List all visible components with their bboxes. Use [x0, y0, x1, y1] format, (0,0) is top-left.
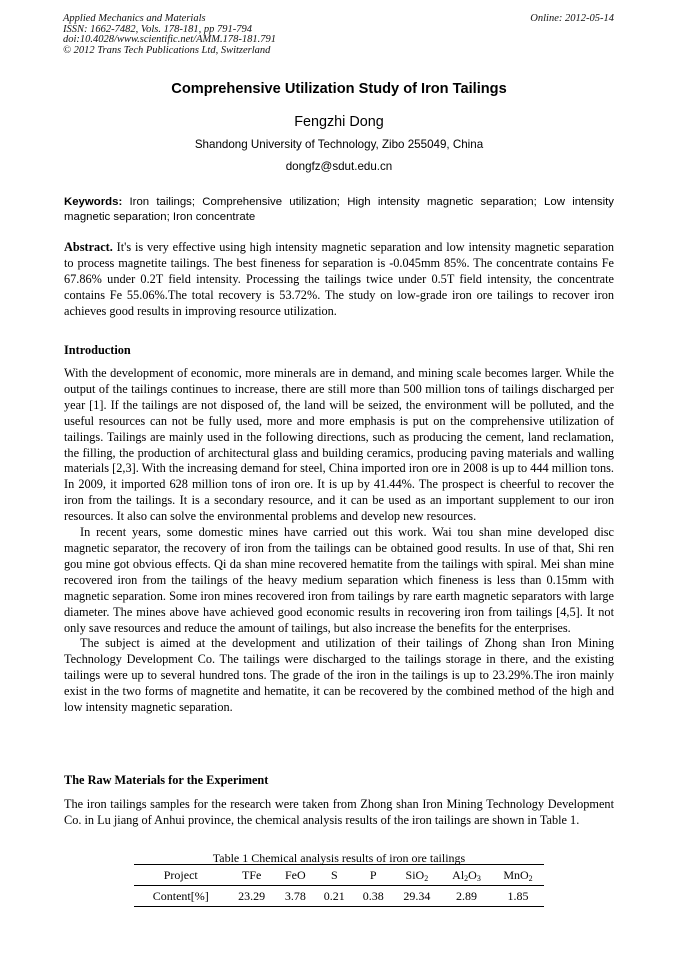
section-heading-introduction: Introduction — [64, 343, 131, 357]
abstract — [64, 240, 614, 320]
copyright-line: © 2012 Trans Tech Publications Ltd, Switzerland — [63, 44, 271, 56]
author-email[interactable]: dongfz@sdut.edu.cn — [285, 160, 393, 173]
col-header-s: S — [330, 867, 338, 882]
section-heading-raw-materials: The Raw Materials for the Experiment — [64, 773, 269, 787]
row-label: Content[%] — [152, 888, 209, 903]
keywords-label: Keywords: — [64, 196, 123, 208]
table-cell: 29.34 — [403, 888, 431, 903]
issn-line: ISSN: 1662-7482, Vols. 178-181, pp 791-794 — [63, 23, 252, 35]
col-header-feo: FeO — [284, 867, 306, 882]
introduction-paragraph: The subject is aimed at the development and utilization of their tailings of Zhong shan Iron Mining Technology Development Co. The tailings were discharged to the tailings storage in there, and the existing tailings were up to several hundred tons. The grade of the iron in the tailings is up to 23.29%.The iron mainly exist in the two forms of magnetite and hematite, it can be recovered by the combined method of the high and low intensity magnetic separation. — [64, 636, 614, 715]
author-affiliation: Shandong University of Technology, Zibo 255049, China — [194, 138, 484, 151]
keywords-text: Iron tailings; Comprehensive utilization; High intensity magnetic separation; Low intensity magnetic separation; Iron concentrate — [64, 196, 614, 223]
paper-title: Comprehensive Utilization Study of Iron Tailings — [171, 81, 507, 97]
table-caption: Table 1 Chemical analysis results of iron ore tailings — [212, 851, 466, 865]
col-header-project: Project — [163, 867, 198, 882]
table-cell: 0.21 — [323, 888, 345, 903]
table-cell: 3.78 — [284, 888, 306, 903]
abstract-text: It's is very effective using high intensity magnetic separation and low intensity magnetic separation to process magnetite tailings. The best fineness for separation is -0.045mm 85%. The concentrate contains Fe 67.86% under 0.2T field intensity. Processing the tailings twice under 0.5T field intensity, the concentrate contains Fe 55.06%.The total recovery is 53.72%. The study on low-grade iron ore tailings to recover iron achieves good results in improving resource utilization. — [64, 240, 615, 318]
table-cell: 1.85 — [507, 888, 529, 903]
raw-materials-paragraph: The iron tailings samples for the research were taken from Zhong shan Iron Mining Technology Development Co. in Lu jiang of Anhui province, the chemical analysis results of the iron tailings are shown in Table 1. — [64, 797, 614, 827]
journal-name: Applied Mechanics and Materials — [63, 13, 206, 24]
online-date: Online: 2012-05-14 — [530, 13, 614, 24]
table-cell: 2.89 — [456, 888, 477, 903]
doi-line: doi:10.4028/www.scientific.net/AMM.178-181.791 — [63, 34, 276, 46]
col-header-sio2: SiO$_2$ — [405, 867, 429, 883]
col-header-mno2: MnO$_2$ — [503, 867, 533, 883]
table-cell: 0.38 — [362, 888, 384, 903]
author-name: Fengzhi Dong — [294, 114, 384, 130]
abstract-label: Abstract. — [64, 240, 113, 254]
col-header-tfe: TFe — [242, 867, 262, 882]
keywords — [64, 195, 614, 224]
table-cell: 23.29 — [238, 888, 266, 903]
col-header-al2o3: $Al_2O_3$ — [452, 867, 481, 883]
col-header-p: P — [369, 867, 377, 882]
chemical-analysis-table — [134, 864, 544, 907]
table-header-row — [134, 865, 544, 886]
introduction-paragraph: With the development of economic, more minerals are in demand, and mining scale becomes larger. While the output of the tailings continues to increase, there are still more than 500 million tons of tailings discharged per year [1]. If the tailings are not disposed of, the land will be seized, the environment will be polluted, and the useful resources can not be fully used, more and more emphasis is put on the comprehensive utilization of tailings. Tailings are mainly used in the following directions, such as producing the cement, land reclamation, the filling, the production of architectural glass and building ceramics, producing paving materials and walling materials [2,3]. With the increasing demand for steel, China imported iron ore in 2008 is up to 444 million tons. In 2009, it imported 628 million tons of iron ore. It is up by 41.44%. The prospect is cheerful to recover the iron from the tailings. It is a secondary resource, and it can be used as an important supplement to our iron resources. It also can solve the environmental problems and develop new resources. — [64, 366, 614, 524]
introduction-paragraph: In recent years, some domestic mines have carried out this work. Wai tou shan mine developed disc magnetic separator, the recovery of iron from the tailings can be obtained good results. In use of that, Shi ren gou mine got obvious effects. Qi da shan mine recovered hematite from the tailings with spiral. Mei shan mine recovered iron from the tailings of the heavy medium separation which fineness is less than 0.15mm with magnetic separation. Some iron mines recovered iron from tailings by rare earth magnetic separators with large diameter. The mines above have achieved good economic results in recovering iron from tailings [4,5]. It not only save resources and reduce the amount of tailings, but also increase the benefits for the enterprises. — [64, 525, 614, 635]
publication-metadata — [63, 14, 276, 56]
table-row — [134, 886, 544, 907]
introduction-body — [64, 366, 614, 716]
